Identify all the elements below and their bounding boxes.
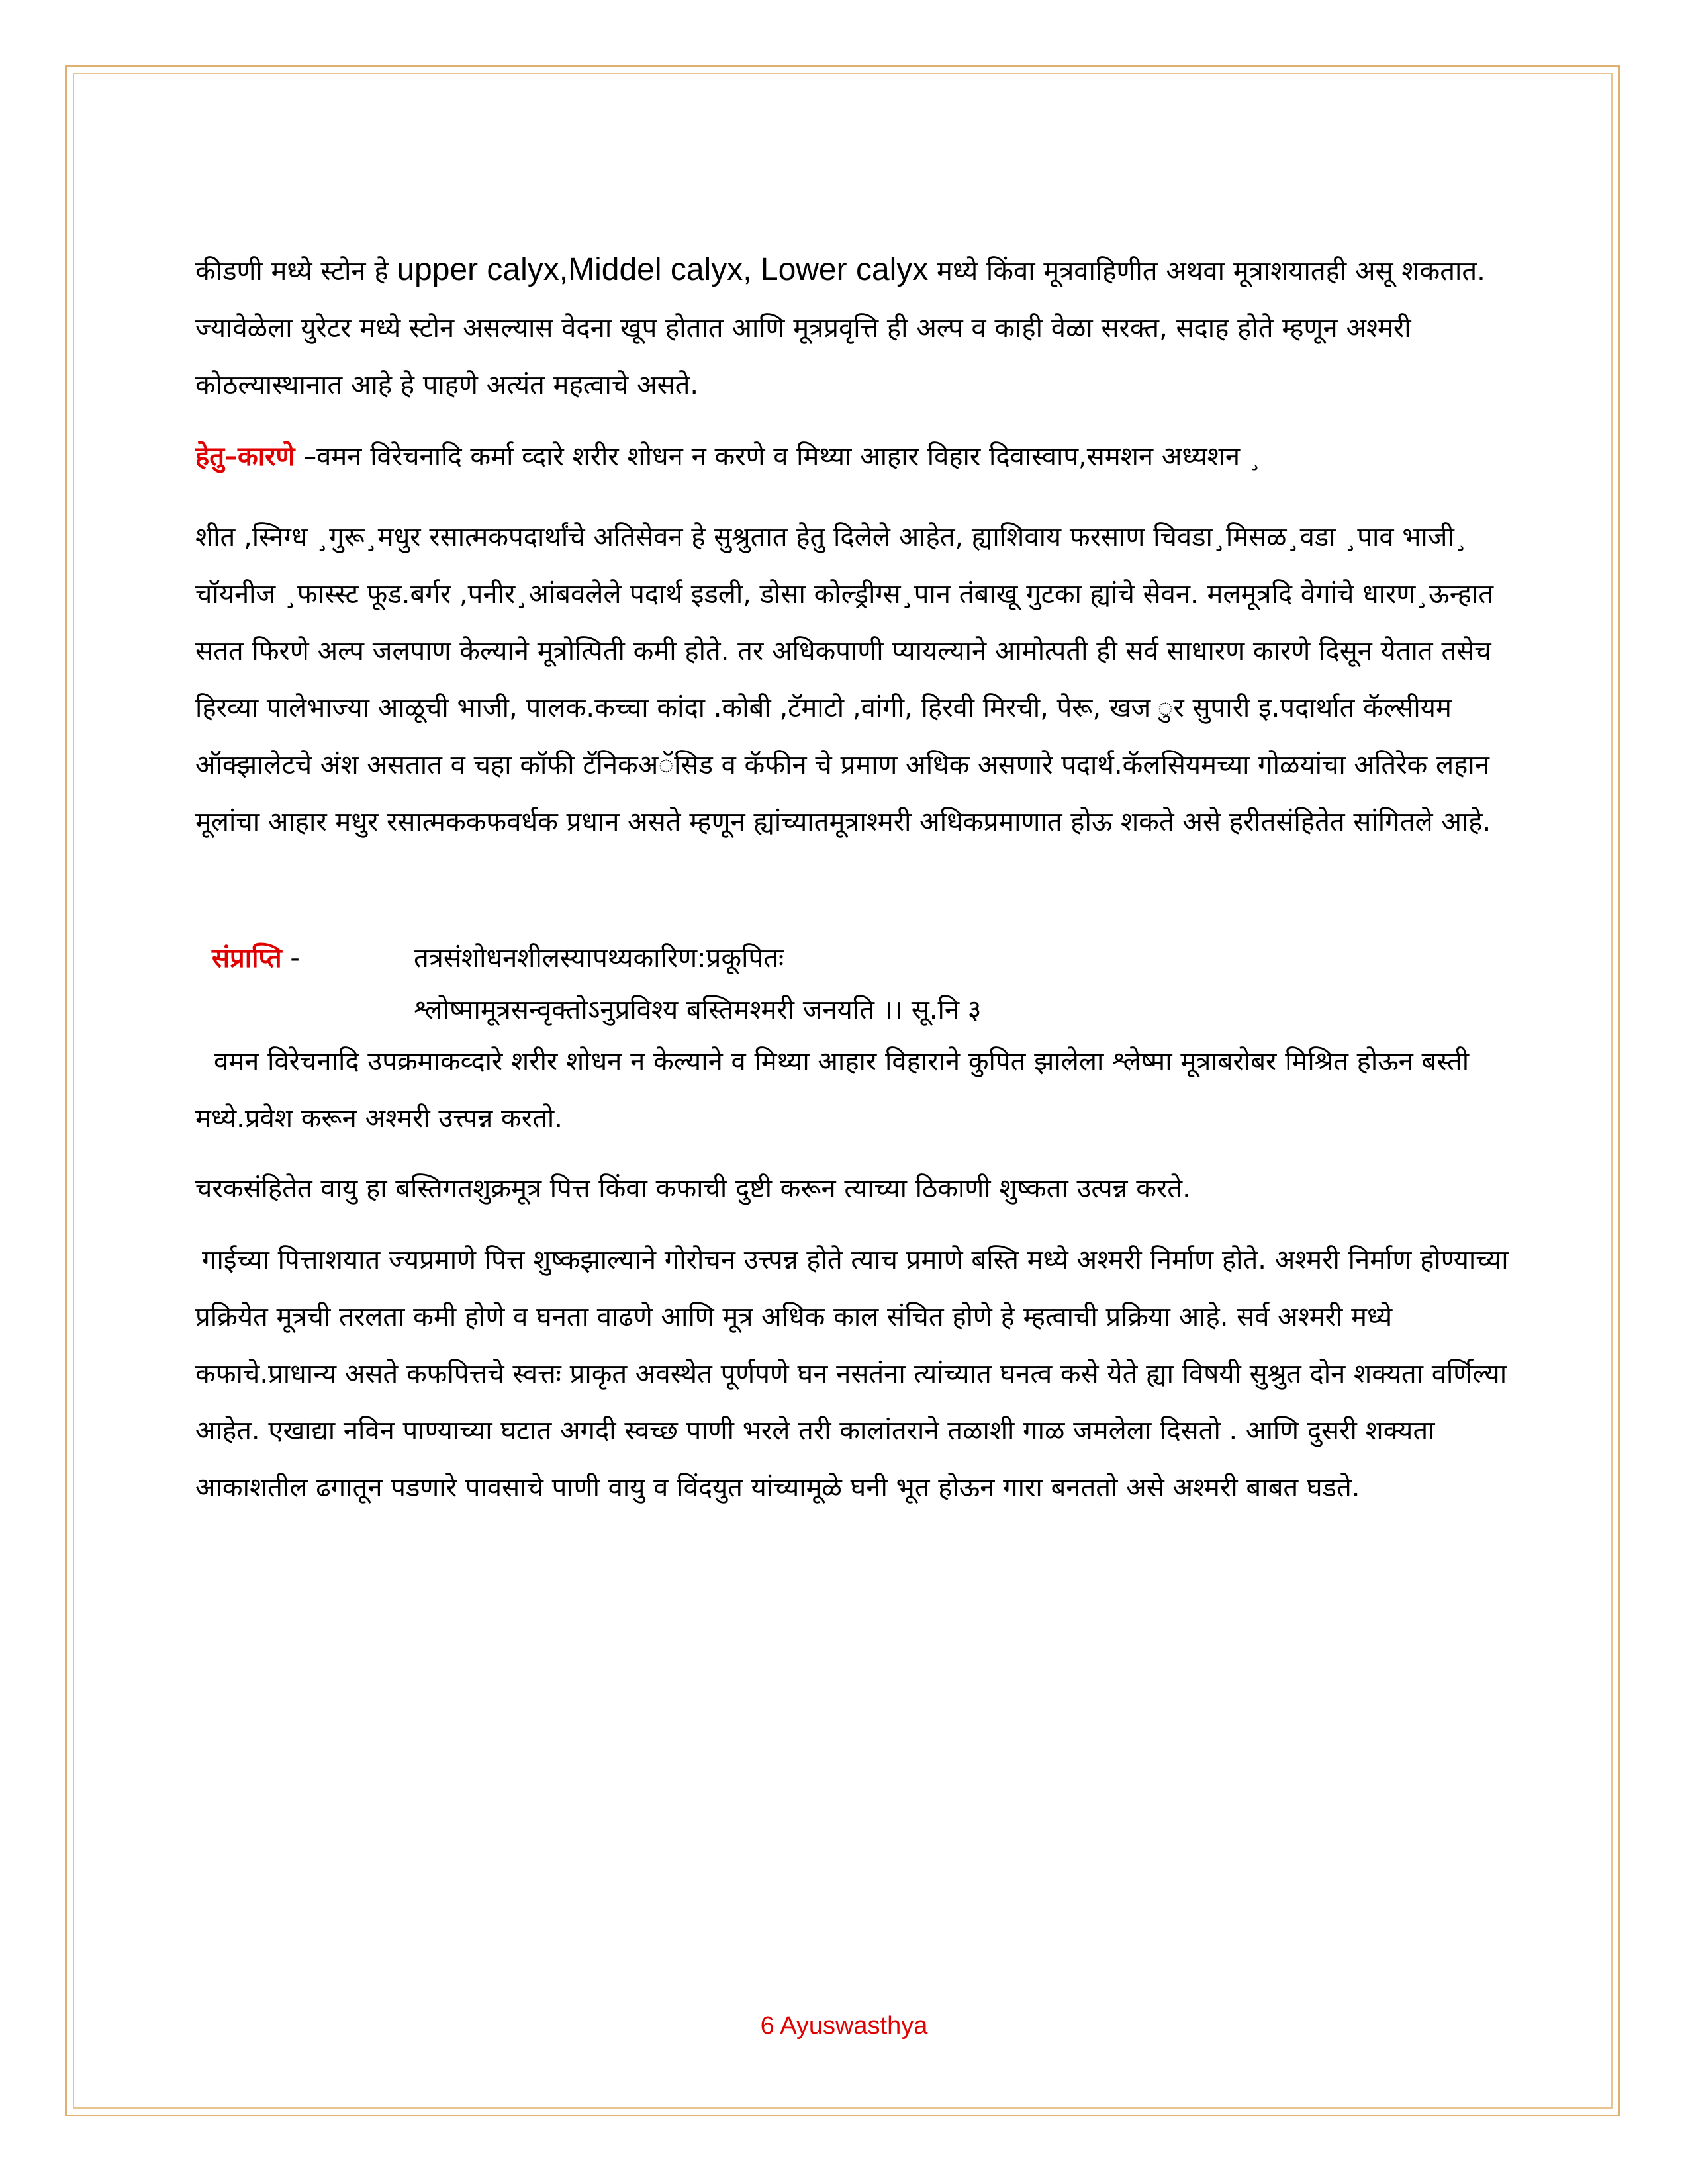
verse-line-1	[195, 930, 1516, 987]
calyx-terms: upper calyx,Middel calyx, Lower calyx	[397, 252, 929, 287]
sanskrit-verse-2: श्लोष्मामूत्रसन्वृक्तोऽनुप्रविश्य बस्तिमश्मरी जनयति ।। सू.नि ३	[414, 995, 982, 1025]
hetu-heading: हेतु–कारणे	[195, 441, 295, 472]
samprapti-heading: संप्राप्ति	[212, 943, 282, 974]
paragraph-intro	[195, 242, 1516, 414]
intro-text-start: कीडणी मध्ये स्टोन हे	[195, 256, 397, 287]
intro-text-end: मध्ये किंवा मूत्रवाहिणीत अथवा मूत्राशयातही असू शकतात. ज्यावेळेला युरेटर मध्ये स्टोन असल्यास वेदना खूप होतात आणि मूत्रप्रवृत्ति ही अल्प व काही वेळा सरक्त, सदाह होते म्हणून अश्मरी कोठल्यास्थानात आहे हे पाहणे अत्यंत महत्वाचे असते.	[195, 256, 1485, 400]
paragraph-hetu	[195, 428, 1516, 485]
hetu-text: –वमन विरेचनादि कर्मा व्दारे शरीर शोधन न करणे व मिथ्या आहार विहार दिवास्वाप,समशन अध्यशन ¸	[295, 441, 1262, 472]
page-footer: 6 Ayuswasthya	[760, 2012, 928, 2040]
document-body	[195, 242, 1516, 1516]
sanskrit-verse-1: तत्रसंशोधनशीलस्यापथ्यकारिण:प्रकूपितः	[414, 943, 784, 974]
samprapti-text: वमन विरेचनादि उपक्रमाकव्दारे शरीर शोधन न केल्याने व मिथ्या आहार विहाराने कुपित झालेला श्लेष्मा मूत्राबरोबर मिश्रित होऊन बस्ती मध्ये.प्रवेश करून अश्मरी उत्त्पन्न करतो.	[195, 1046, 1470, 1134]
paragraph-charaka: चरकसंहितेत वायु हा बस्तिगतशुक्रमूत्र पित्त किंवा कफाची दुष्टी करून त्याच्या ठिकाणी शुष्कता उत्पन्न करते.	[195, 1173, 1191, 1204]
samprapti-dash: -	[290, 943, 300, 974]
verse-line-2	[195, 987, 1516, 1033]
samprapti-section	[195, 930, 1516, 1147]
paragraph-causes: शीत ,स्निग्ध ¸गुरू¸मधुर रसात्मकपदार्थांचे अतिसेवन हे सुश्रुतात हेतु दिलेले आहेत, ह्याशिवाय फरसाण चिवडा¸मिसळ¸वडा ¸पाव भाजी¸ चॉयनीज ¸फास्स्ट फूड.बर्गर ,पनीर¸आंबवलेले पदार्थ इडली, डोसा कोल्ड्रीग्स¸पान तंबाखू गुटका ह्यांचे सेवन. मलमूत्रदि वेगांचे धारण¸ऊन्हात सतत फिरणे अल्प जलपाण केल्याने मूत्रोत्पिती कमी होते. तर अधिकपाणी प्यायल्याने आमोत्पती ही सर्व साधारण कारणे दिसून येतात तसेच हिरव्या पालेभाज्या आळूची भाजी, पालक.कच्चा कांदा .कोबी ,टॅमाटो ,वांगी, हिरवी मिरची, पेरू, खज ुर सुपारी इ.पदार्थात कॅल्सीयम ऑक्झालेटचे अंश असतात व चहा कॉफी टॅनिकअॅसिड व कॅफीन चे प्रमाण अधिक असणारे पदार्थ.कॅलसियमच्या गोळयांचा अतिरेक लहान मूलांचा आहार मधुर रसात्मककफवर्धक प्रधान असते म्हणून ह्यांच्यातमूत्राश्मरी अधिकप्रमाणात होऊ शकते असे हरीतसंहितेत सांगितले आहे.	[195, 522, 1494, 837]
paragraph-formation: गाईच्या पित्ताशयात ज्यप्रमाणे पित्त शुष्कझाल्याने गोरोचन उत्त्पन्न होते त्याच प्रमाणे बस्ति मध्ये अश्मरी निर्माण होते. अश्मरी निर्माण होण्याच्या प्रक्रियेत मूत्रची तरलता कमी होणे व घनता वाढणे आणि मूत्र अधिक काल संचित होणे हे म्हत्वाची प्रक्रिया आहे. सर्व अश्मरी मध्ये कफाचे.प्राधान्य असते कफपित्तचे स्वत्तः प्राकृत अवस्थेत पूर्णपणे घन नसतंना त्यांच्यात घनत्व कसे येते ह्या विषयी सुश्रुत दोन शक्यता वर्णिल्या आहेत. एखाद्या नविन पाण्याच्या घटात अगदी स्वच्छ पाणी भरले तरी कालांतराने तळाशी गाळ जमलेला दिसतो . आणि दुसरी शक्यता आकाशतील ढगातून पडणारे पावसाचे पाणी वायु व विंदयुत यांच्यामूळे घनी भूत होऊन गारा बनततो असे अश्मरी बाबत घडते.	[195, 1245, 1509, 1503]
